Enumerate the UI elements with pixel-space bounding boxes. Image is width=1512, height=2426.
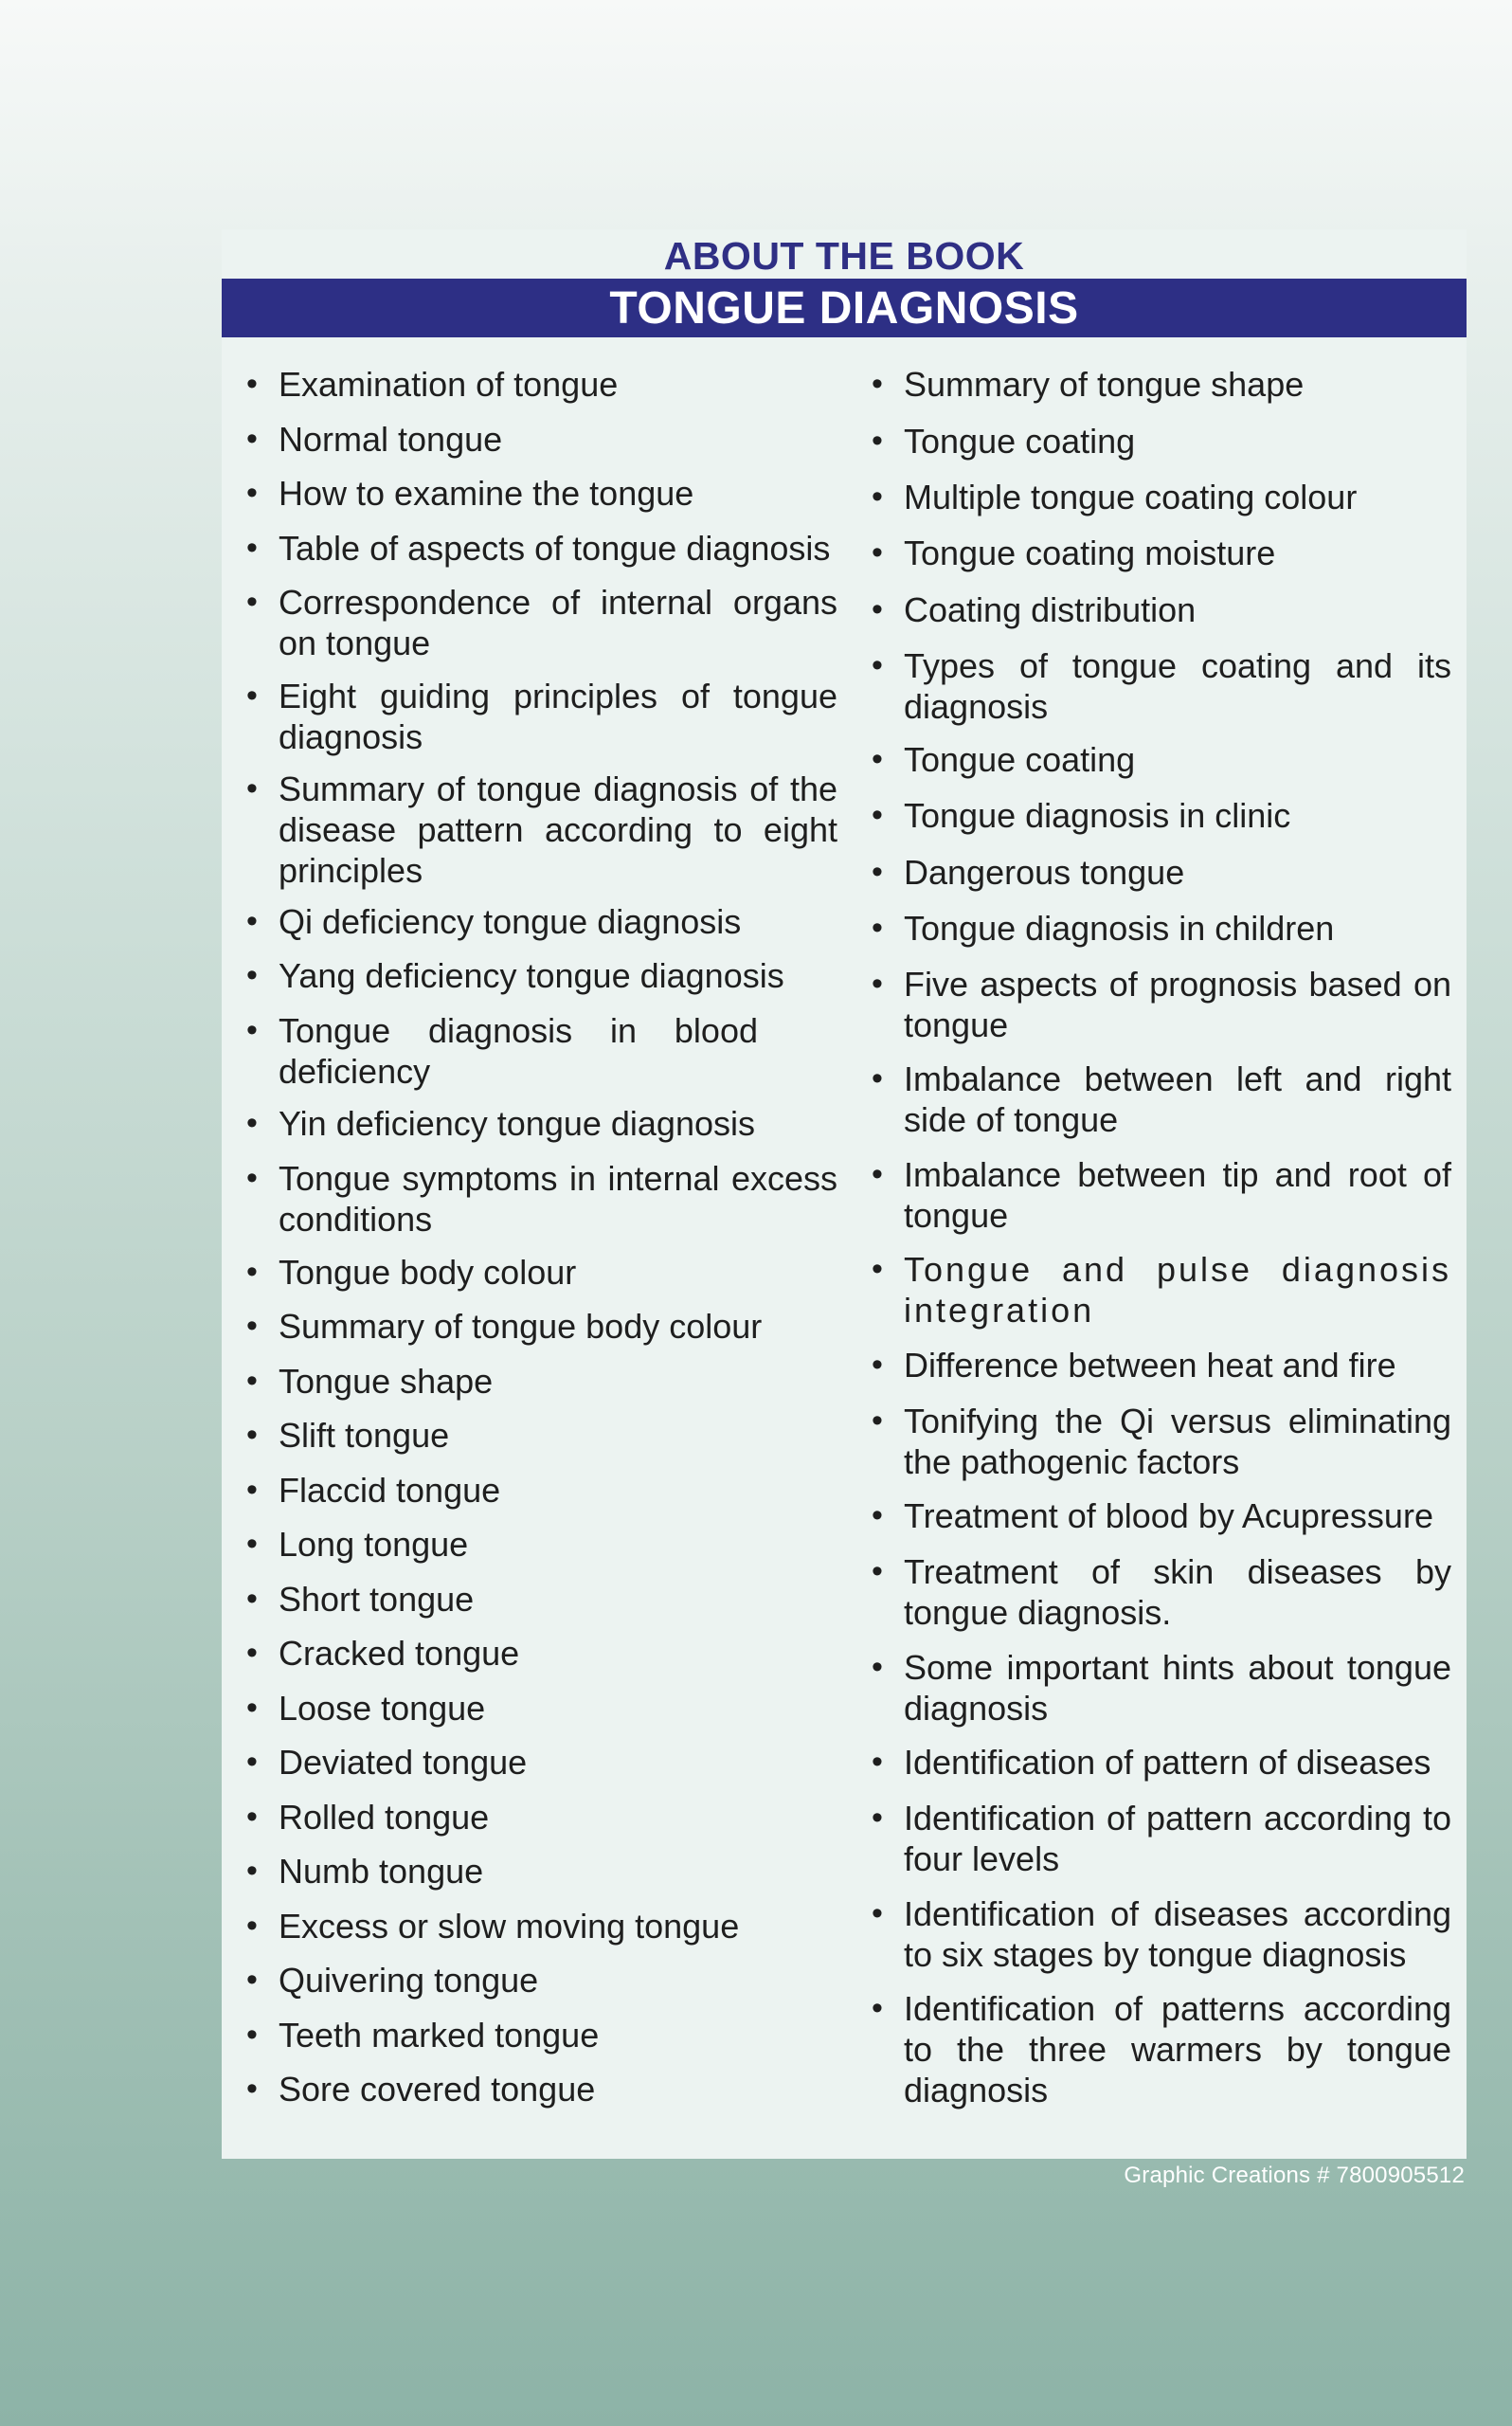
list-item: • Cracked tongue bbox=[246, 1634, 520, 1673]
list-item: • Tongue diagnosis in children bbox=[872, 909, 1335, 948]
bullet-icon: • bbox=[246, 1962, 258, 1998]
bullet-icon: • bbox=[872, 797, 883, 833]
list-item: • Tongue body colour bbox=[246, 1253, 577, 1292]
list-item: • Imbalance between left and right side of tongue bbox=[872, 1059, 1451, 1139]
list-item: • Identification of pattern of diseases bbox=[872, 1743, 1431, 1782]
list-item: • Some important hints about tongue diagnosis bbox=[872, 1648, 1451, 1728]
bullet-icon: • bbox=[246, 1635, 258, 1671]
list-item: • Teeth marked tongue bbox=[246, 2016, 600, 2055]
list-item: • Long tongue bbox=[246, 1525, 469, 1564]
bullet-icon: • bbox=[872, 1251, 886, 1287]
list-item: • Tongue coating bbox=[872, 422, 1136, 461]
bullet-icon: • bbox=[872, 1800, 883, 1836]
bullet-icon: • bbox=[246, 678, 258, 714]
list-item: • Numb tongue bbox=[246, 1852, 484, 1891]
bullet-icon: • bbox=[872, 854, 883, 890]
bullet-icon: • bbox=[872, 1497, 883, 1533]
footer-credit: Graphic Creations # 7800905512 bbox=[1124, 2163, 1465, 2188]
bullet-icon: • bbox=[246, 1105, 258, 1141]
list-item: • How to examine the tongue bbox=[246, 474, 694, 513]
bullet-icon: • bbox=[872, 741, 883, 777]
bullet-icon: • bbox=[246, 2017, 258, 2053]
bullet-icon: • bbox=[246, 1472, 258, 1508]
list-item: • Types of tongue coating and its diagnosis bbox=[872, 646, 1451, 726]
list-item: • Five aspects of prognosis based on tongue bbox=[872, 965, 1451, 1044]
list-item: • Tongue coating bbox=[872, 740, 1136, 779]
list-item: • Tongue coating moisture bbox=[872, 534, 1276, 572]
bullet-icon: • bbox=[246, 770, 258, 806]
bullet-icon: • bbox=[872, 1553, 883, 1589]
list-item: • Coating distribution bbox=[872, 590, 1197, 629]
list-item: • Qi deficiency tongue diagnosis bbox=[246, 902, 742, 941]
bullet-icon: • bbox=[246, 530, 258, 566]
bullet-icon: • bbox=[872, 1060, 883, 1096]
bullet-icon: • bbox=[246, 903, 258, 939]
list-item: • Dangerous tongue bbox=[872, 853, 1185, 892]
bullet-icon: • bbox=[246, 1744, 258, 1780]
list-item: • Flaccid tongue bbox=[246, 1471, 501, 1510]
bullet-icon: • bbox=[872, 910, 883, 946]
list-item: • Summary of tongue shape bbox=[872, 365, 1305, 404]
book-title-band: TONGUE DIAGNOSIS bbox=[222, 279, 1467, 337]
bullet-icon: • bbox=[872, 1347, 883, 1383]
list-item: • Tongue symptoms in internal excess conditions bbox=[246, 1159, 837, 1239]
list-item: • Yang deficiency tongue diagnosis bbox=[246, 956, 784, 995]
bullet-icon: • bbox=[872, 1156, 883, 1192]
bullet-icon: • bbox=[872, 1990, 883, 2026]
list-item: • Tonifying the Qi versus eliminating the pathogenic factors bbox=[872, 1402, 1451, 1481]
list-item: • Correspondence of internal organs on tongue bbox=[246, 583, 837, 662]
list-item: • Identification of pattern according to four levels bbox=[872, 1799, 1451, 1878]
bullet-icon: • bbox=[872, 423, 883, 459]
about-the-book-heading: ABOUT THE BOOK bbox=[663, 234, 1025, 278]
list-item: • Normal tongue bbox=[246, 420, 503, 459]
list-item: • Short tongue bbox=[246, 1580, 475, 1619]
list-item: • Loose tongue bbox=[246, 1689, 486, 1728]
bullet-icon: • bbox=[246, 1012, 258, 1048]
bullet-icon: • bbox=[872, 647, 883, 683]
list-item: • Tongue and pulse diagnosis integration bbox=[872, 1250, 1451, 1330]
bullet-icon: • bbox=[872, 479, 883, 515]
list-item: • Treatment of skin diseases by tongue diagnosis. bbox=[872, 1552, 1451, 1632]
bullet-icon: • bbox=[246, 421, 258, 457]
bullet-icon: • bbox=[246, 1308, 258, 1344]
list-item: • Summary of tongue body colour bbox=[246, 1307, 763, 1346]
list-item: • Examination of tongue bbox=[246, 365, 619, 404]
list-item: • Multiple tongue coating colour bbox=[872, 478, 1358, 516]
list-item: • Deviated tongue bbox=[246, 1743, 528, 1782]
bullet-icon: • bbox=[246, 475, 258, 511]
bullet-icon: • bbox=[246, 1526, 258, 1562]
about-the-book-panel bbox=[222, 229, 1467, 2159]
bullet-icon: • bbox=[246, 1254, 258, 1290]
bullet-icon: • bbox=[246, 1853, 258, 1889]
bullet-icon: • bbox=[246, 1799, 258, 1835]
bullet-icon: • bbox=[246, 1160, 258, 1196]
bullet-icon: • bbox=[246, 584, 258, 620]
list-item: • Identification of diseases according to six stages by tongue diagnosis bbox=[872, 1894, 1451, 1974]
list-item: • Identification of patterns according to the three warmers by tongue diagnosis bbox=[872, 1989, 1451, 2109]
bullet-icon: • bbox=[872, 1649, 883, 1685]
list-item: • Eight guiding principles of tongue diagnosis bbox=[246, 677, 837, 756]
list-item: • Tongue shape bbox=[246, 1362, 494, 1401]
list-item: • Difference between heat and fire bbox=[872, 1346, 1396, 1385]
list-item: • Sore covered tongue bbox=[246, 2070, 596, 2109]
bullet-icon: • bbox=[872, 366, 883, 402]
list-item: • Tongue diagnosis in blood deficiency bbox=[246, 1011, 758, 1091]
bullet-icon: • bbox=[872, 1895, 883, 1931]
list-item: • Summary of tongue diagnosis of the disease pattern according to eight principles bbox=[246, 769, 837, 890]
bullet-icon: • bbox=[246, 1417, 258, 1453]
bullet-icon: • bbox=[246, 1908, 258, 1944]
bullet-icon: • bbox=[246, 1690, 258, 1726]
list-item: • Yin deficiency tongue diagnosis bbox=[246, 1104, 755, 1143]
bullet-icon: • bbox=[246, 2071, 258, 2107]
list-item: • Slift tongue bbox=[246, 1416, 450, 1455]
list-item: • Tongue diagnosis in clinic bbox=[872, 796, 1291, 835]
list-item: • Excess or slow moving tongue bbox=[246, 1907, 740, 1946]
bullet-icon: • bbox=[872, 591, 883, 627]
bullet-icon: • bbox=[246, 957, 258, 993]
list-item: • Imbalance between tip and root of tongue bbox=[872, 1155, 1451, 1235]
bullet-icon: • bbox=[872, 1744, 883, 1780]
bullet-icon: • bbox=[246, 366, 258, 402]
bullet-icon: • bbox=[246, 1363, 258, 1399]
list-item: • Quivering tongue bbox=[246, 1961, 539, 2000]
list-item: • Rolled tongue bbox=[246, 1798, 490, 1837]
list-item: • Table of aspects of tongue diagnosis bbox=[246, 529, 831, 568]
bullet-icon: • bbox=[872, 1403, 883, 1439]
list-item: • Treatment of blood by Acupressure bbox=[872, 1496, 1433, 1535]
bullet-icon: • bbox=[872, 534, 883, 570]
bullet-icon: • bbox=[246, 1581, 258, 1617]
bullet-icon: • bbox=[872, 966, 883, 1002]
